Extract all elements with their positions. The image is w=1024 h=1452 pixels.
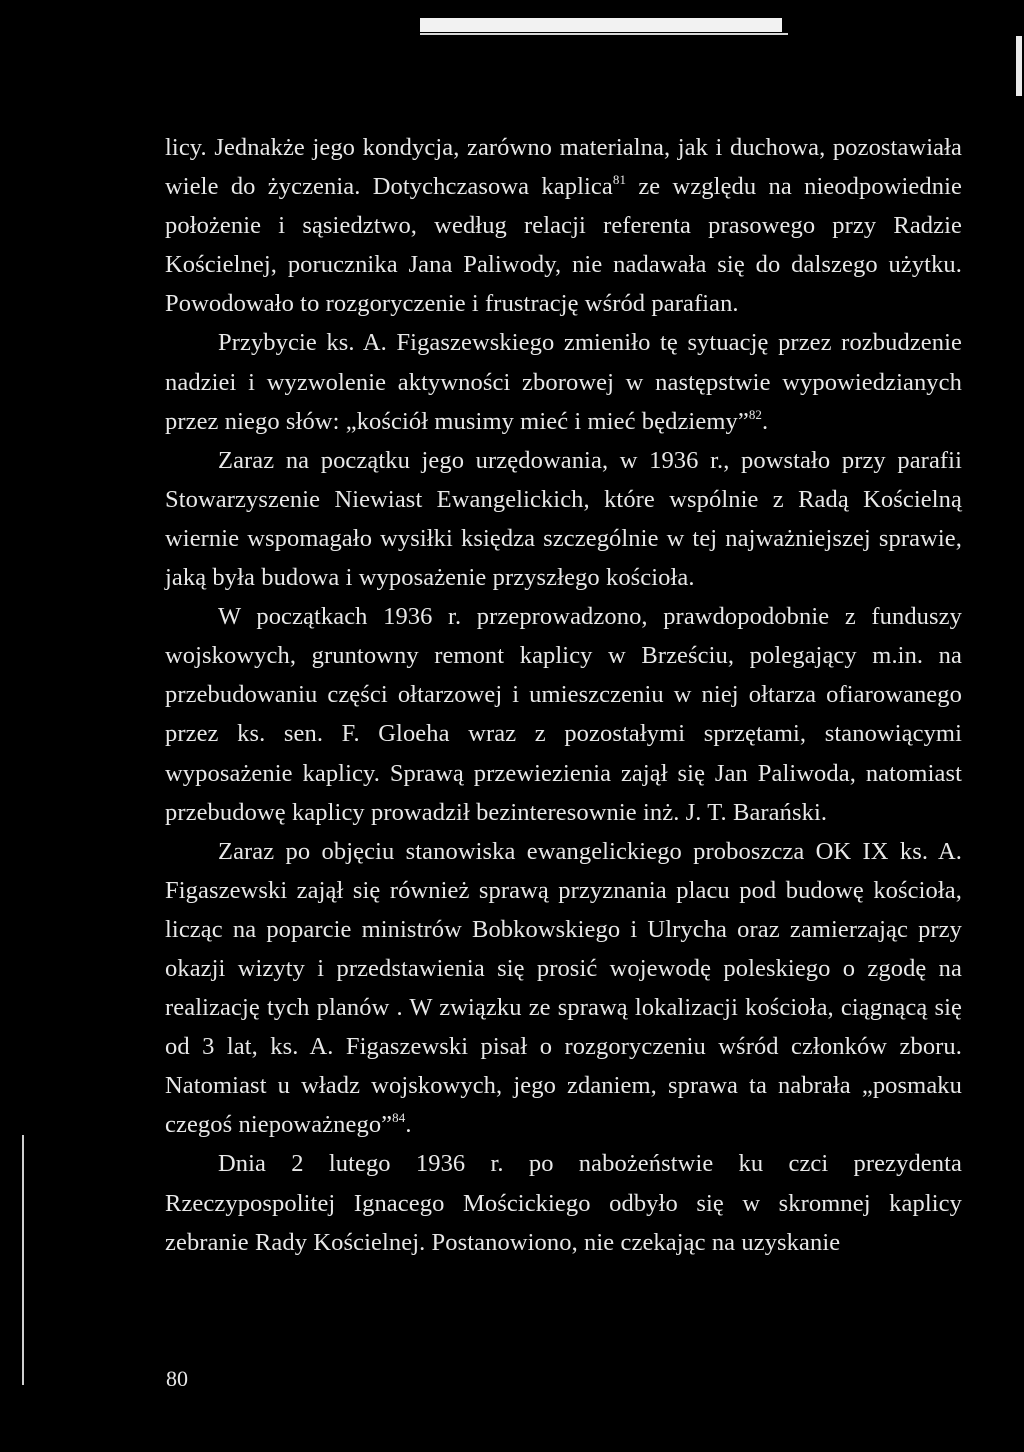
footnote-ref-84: 84 [392,1110,406,1126]
page-number: 80 [166,1366,188,1391]
paragraph-2 [165,323,962,440]
paragraph-2-text-b: . [762,407,769,435]
paragraph-1 [165,128,962,323]
paragraph-1-text-a: licy. Jednakże jego kondycja, zarówno materialna, jak i duchowa, pozostawiała wiele do życzenia. Dotychczasowa kaplica [165,134,962,201]
paragraph-5-text-b: . [405,1111,412,1139]
paragraph-3-text: Zaraz na początku jego urzędowania, w 1936 r., powstało przy parafii Stowarzyszenie Niewiast Ewangelickich, które wspólnie z Radą Kościelną wiernie wspomagało wysiłki księdza szczególnie w tej najważniejszej sprawie, jaką była budowa i wyposażenie przyszłego kościoła. [165,446,962,592]
scan-top-bar [420,18,782,32]
paragraph-5 [165,832,962,1145]
scan-top-rule [420,33,788,35]
paragraph-6 [165,1144,962,1261]
paragraph-6-text: Dnia 2 lutego 1936 r. po nabożeństwie ku czci prezydenta Rzeczypospolitej Ignacego Mościckiego odbyło się w skromnej kaplicy zebranie Rady Kościelnej. Postanowiono, nie czekając na uzyskanie [165,1150,962,1256]
paragraph-2-text-a: Przybycie ks. A. Figaszewskiego zmieniło tę sytuację przez rozbudzenie nadziei i wyzwolenie aktywności zborowej w następstwie wypowiedzianych przez niego słów: „kościół musimy mieć i mieć będziemy” [165,329,962,435]
paragraph-3 [165,441,962,597]
footnote-ref-81: 81 [612,172,627,188]
scan-left-edge-mark [22,1135,24,1385]
body-text [165,128,962,1262]
paragraph-4 [165,597,962,832]
paragraph-1-text-b: ze względu na nieodpowiednie położenie i sąsiedztwo, według relacji referenta prasowego przy Radzie Kościelnej, porucznika Jana Paliwody, nie nadawała się do dalszego użytku. Powodowało to rozgoryczenie i frustrację wśród parafian. [165,173,962,318]
paragraph-4-text: W początkach 1936 r. przeprowadzono, prawdopodobnie z funduszy wojskowych, gruntowny remont kaplicy w Brześciu, polegający m.in. na przebudowaniu części ołtarzowej i umieszczeniu w niej ołtarza ofiarowanego przez ks. sen. F. Gloeha wraz z pozostałymi sprzętami, stanowiącymi wyposażenie kaplicy. Sprawą przewiezienia zajął się Jan Paliwoda, natomiast przebudowę kaplicy prowadził bezinteresownie inż. J. T. Barański. [165,603,962,826]
scan-right-edge-mark [1016,36,1022,96]
paragraph-5-text-a: Zaraz po objęciu stanowiska ewangelickiego proboszcza OK IX ks. A. Figaszewski zajął się również sprawą przyznania placu pod budowę kościoła, licząc na poparcie ministrów Bobkowskiego i Ulrycha oraz zamierzając przy okazji wizyty i przedstawienia się prosić wojewodę poleskiego o zgodę na realizację tych planów . W związku ze sprawą lokalizacji kościoła, ciągnącą się od 3 lat, ks. A. Figaszewski pisał o rozgoryczeniu wśród członków zboru. Natomiast u władz wojskowych, jego zdaniem, sprawa ta nabrała „posmaku czegoś niepoważnego” [165,837,962,1139]
footnote-ref-82: 82 [748,406,763,422]
